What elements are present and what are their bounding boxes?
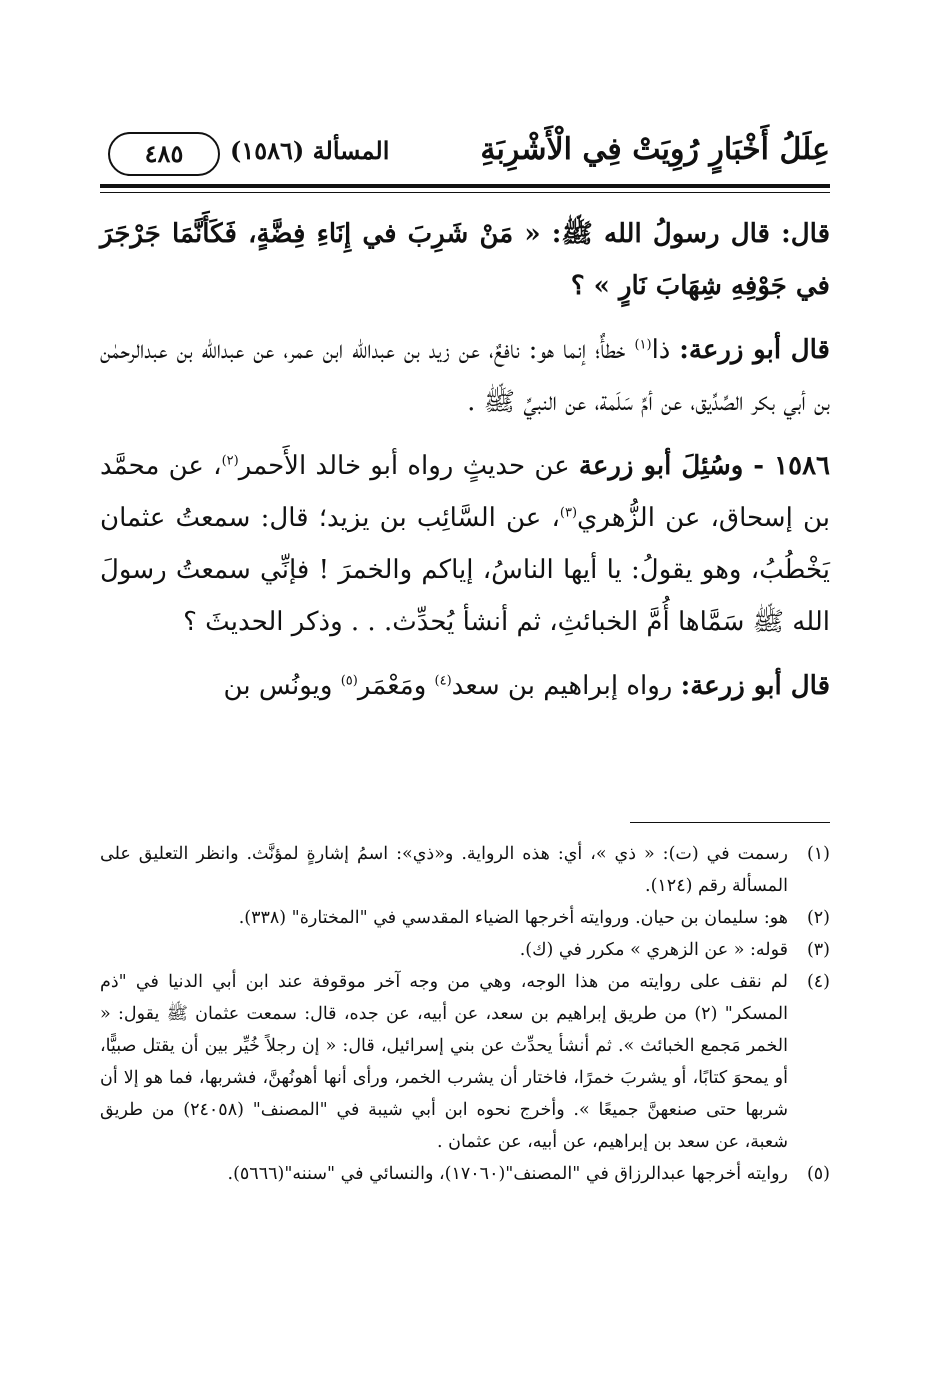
text-run: ويونُس بن: [223, 671, 341, 701]
speaker-label: قال أبو زرعة:: [679, 335, 830, 365]
footnote: [100, 838, 830, 902]
footnote-text: قوله: « عن الزهري » مكرر في (ك).: [519, 940, 788, 960]
header-rule-thin: [100, 192, 830, 193]
issue-number: المسألة (١٥٨٦): [230, 136, 390, 165]
footnote-text: لم نقف على روايته من هذا الوجه، وهي من وجه آخر موقوفة عند ابن أبي الدنيا في "ذم المسكر" (٢) من طريق إبراهيم بن سعد، عن أبيه، عن جده، قال: سمعت عثمان ﷺ يقول: « الخمر مَجمع الخبائث ». ثم أنشأ يحدِّث عن بني إسرائيل، قال: « إن رجلاً خُيِّر بين أن يقتل صبيًّا، أو يمحوَ كتابًا، أو يشربَ خمرًا، فاختار أن يشرب الخمر، ورأى أنها أهونُهنَّ، فشربها، فما هو إلا أن شربها حتى صنعهنَّ جميعًا ». وأخرج نحوه ابن أبي شيبة في "المصنف" (٢٤٠٥٨) من طريق شعبة، عن سعد بن إبراهيم، عن أبيه، عن عثمان .: [100, 972, 788, 1152]
text-run: ذا: [651, 335, 680, 365]
footnote: [100, 966, 830, 1158]
paragraph-abu-zura-1: [100, 324, 830, 428]
book-page: [100, 0, 830, 1379]
footnote-ref-1[interactable]: (١): [634, 337, 652, 353]
paragraph-hadith: [100, 208, 830, 312]
page-number-badge: ٤٨٥: [108, 132, 220, 176]
issue-heading: ١٥٨٦ - وسُئِلَ أبو زرعة: [578, 451, 830, 481]
footnote: [100, 1158, 830, 1190]
footnote-number: (٥): [806, 1164, 830, 1184]
footnote-text: هو: سليمان بن حيان. وروايته أخرجها الضياء المقدسي في "المختارة" (٣٣٨).: [238, 908, 788, 928]
footnote-ref-5[interactable]: (٥): [340, 673, 358, 689]
footnote-ref-3[interactable]: (٣): [559, 505, 578, 521]
text-run: ومَعْمَر: [357, 671, 435, 701]
footnote-number: (٢): [806, 908, 830, 928]
text-run: عن حديثٍ رواه أبو خالد الأَحمر: [238, 451, 579, 481]
footnote-number: (٤): [806, 972, 830, 992]
running-title: عِلَلُ أَخْبَارٍ رُوِيَتْ فِي الْأَشْرِبَةِ: [480, 132, 830, 167]
paragraph-issue-1586: [100, 440, 830, 648]
footnote-ref-4[interactable]: (٤): [434, 673, 452, 689]
text-run: خطأٌ؛ إنما هو: نافعٌ، عن زيد بن عبدالله ابن عمر، عن عبدالله بن عبدالرحمٰن بن أبي بكر الصِّدِّيق، عن أمِّ سَلَمة، عن النبيِّ ﷺ .: [100, 335, 830, 417]
text-run: ، عن محمَّد بن إسحاق، عن الزُّهري: [100, 451, 830, 533]
text-run: رواه إبراهيم بن سعد: [451, 671, 681, 701]
footnote-text: روايته أخرجها عبدالرزاق في "المصنف"(١٧٠٦٠)، والنسائي في "سننه"(٥٦٦٦).: [227, 1164, 788, 1184]
footnote-text: رسمت في (ت): « ذي »، أي: هذه الرواية. و«ذي»: اسمُ إشارةٍ لمؤنَّث. وانظر التعليق على المسألة رقم (١٢٤).: [100, 844, 788, 896]
footnote-separator: [630, 822, 830, 823]
page-header: [100, 128, 830, 178]
paragraph-abu-zura-2: [100, 660, 830, 712]
footnote: [100, 902, 830, 934]
hadith-text: قال: قال رسولُ الله ﷺ: « مَنْ شَرِبَ في إِنَاءِ فِضَّةٍ، فَكَأَنَّمَا جَرْجَرَ في جَوْفِهِ شِهَابَ نَارٍ » ؟: [100, 219, 830, 301]
header-rule-thick: [100, 184, 830, 188]
footnote: [100, 934, 830, 966]
footnote-number: (١): [806, 844, 830, 864]
main-text: [100, 208, 830, 724]
text-run: ، عن السَّائِب بن يزيد؛ قال: سمعتُ عثمان يَخْطُبُ، وهو يقولُ: يا أيها الناسُ، إياكم والخمرَ ! فإنِّي سمعتُ رسولَ الله ﷺ سَمَّاها أُمَّ الخبائثِ، ثم أنشأ يُحدِّث. . . وذكر الحديثَ ؟: [100, 503, 830, 637]
speaker-label: قال أبو زرعة:: [680, 671, 830, 701]
footnotes: [100, 838, 830, 1190]
footnote-number: (٣): [806, 940, 830, 960]
footnote-ref-2[interactable]: (٢): [221, 453, 239, 469]
